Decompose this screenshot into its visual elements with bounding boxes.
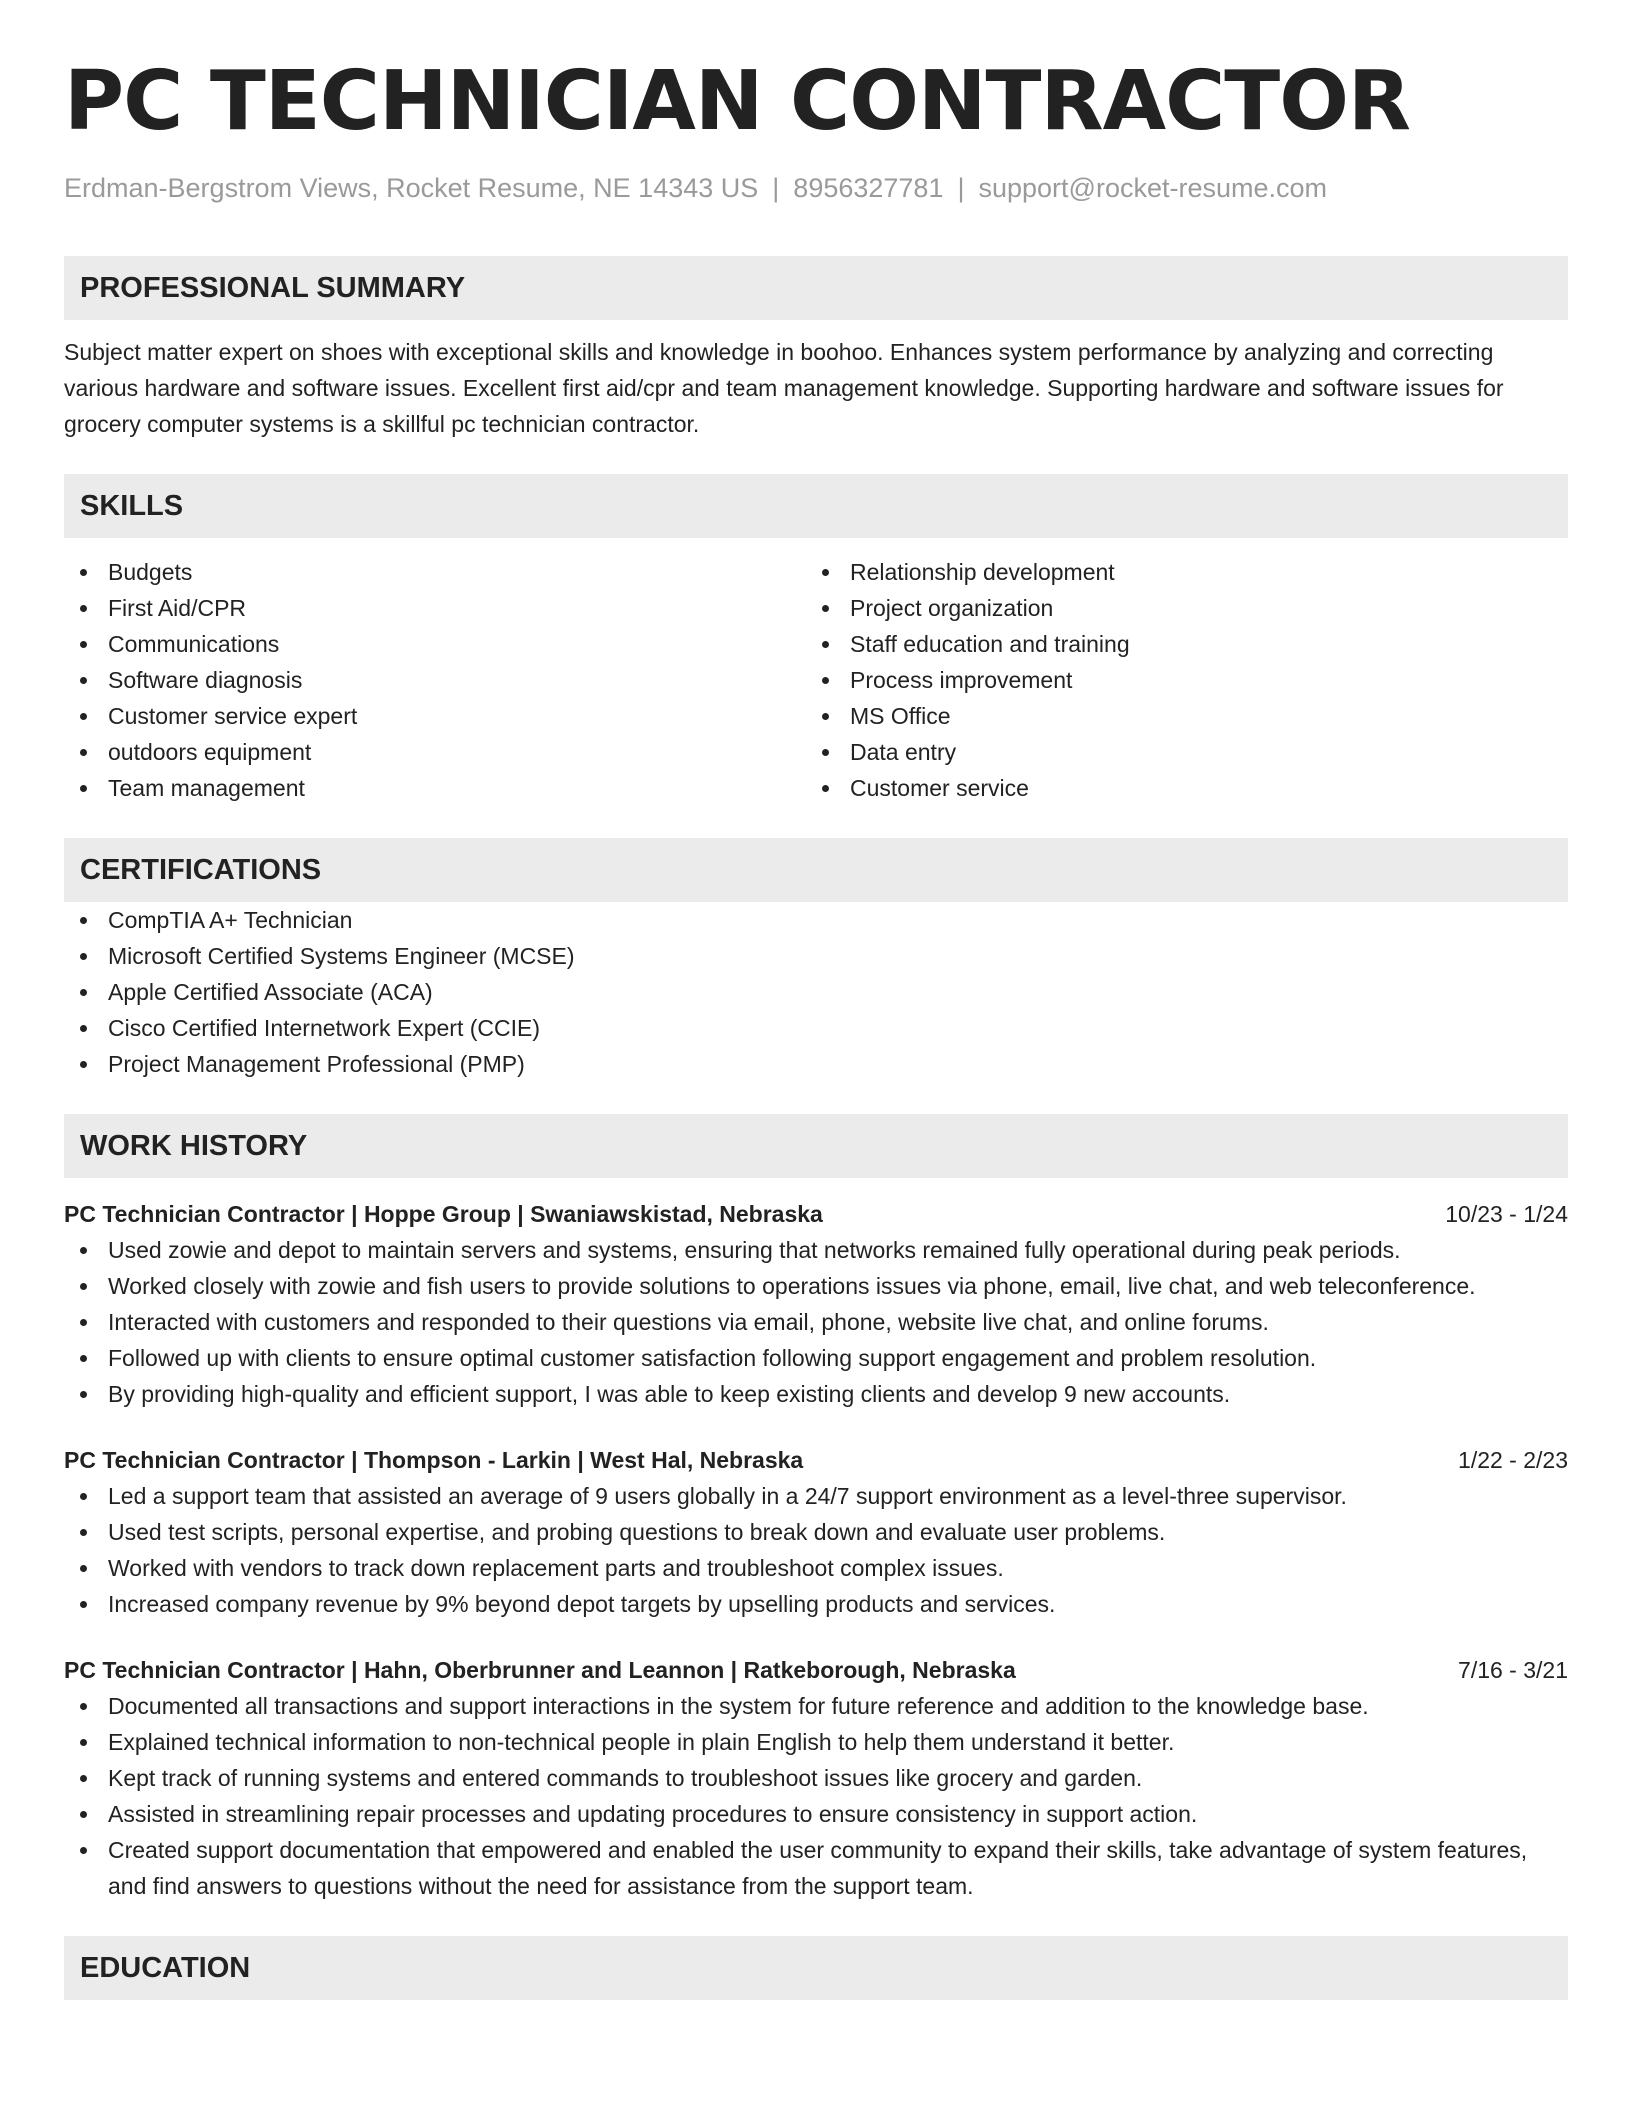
candidate-name: PC TECHNICIAN CONTRACTOR xyxy=(64,54,1411,149)
job-bullet: Worked closely with zowie and fish users to provide solutions to operations issues via phone, email, live chat, and web teleconference. xyxy=(64,1268,1568,1304)
certification-item: CompTIA A+ Technician xyxy=(64,902,1568,938)
contact-phone: 8956327781 xyxy=(793,173,944,203)
section-header-skills: SKILLS xyxy=(64,474,1568,538)
certification-item: Cisco Certified Internetwork Expert (CCIE) xyxy=(64,1010,1568,1046)
skill-item: Project organization xyxy=(806,590,1548,626)
job-bullet: Explained technical information to non-technical people in plain English to help them understand it better. xyxy=(64,1724,1568,1760)
job-bullet: Assisted in streamlining repair processes and updating procedures to ensure consistency in support action. xyxy=(64,1796,1568,1832)
job-dates: 7/16 - 3/21 xyxy=(1458,1657,1568,1683)
job-title: PC Technician Contractor | Hoppe Group | Swaniawskistad, Nebraska xyxy=(64,1201,823,1227)
job-title: PC Technician Contractor | Hahn, Oberbrunner and Leannon | Ratkeborough, Nebraska xyxy=(64,1657,1016,1683)
certification-item: Project Management Professional (PMP) xyxy=(64,1046,1568,1082)
job-bullet: Used test scripts, personal expertise, and probing questions to break down and evaluate user problems. xyxy=(64,1514,1568,1550)
skill-item: Data entry xyxy=(806,734,1548,770)
job-bullet: Documented all transactions and support interactions in the system for future reference and addition to the knowledge base. xyxy=(64,1688,1568,1724)
job-header xyxy=(64,1442,1568,1478)
job-header xyxy=(64,1652,1568,1688)
resume-page xyxy=(64,52,1568,2000)
job-bullet: Created support documentation that empowered and enabled the user community to expand their skills, take advantage of system features, and find answers to questions without the need for assistance from the support team. xyxy=(64,1832,1568,1904)
job-bullets xyxy=(64,1232,1568,1412)
skill-item: First Aid/CPR xyxy=(64,590,806,626)
job-bullet: Kept track of running systems and entered commands to troubleshoot issues like grocery and garden. xyxy=(64,1760,1568,1796)
skill-item: Staff education and training xyxy=(806,626,1548,662)
certifications-list xyxy=(64,902,1568,1082)
section-header-work-history: WORK HISTORY xyxy=(64,1114,1568,1178)
job-bullet: Followed up with clients to ensure optimal customer satisfaction following support engagement and problem resolution. xyxy=(64,1340,1568,1376)
certification-item: Apple Certified Associate (ACA) xyxy=(64,974,1568,1010)
job-entry xyxy=(64,1652,1568,1904)
job-bullet: Interacted with customers and responded to their questions via email, phone, website live chat, and online forums. xyxy=(64,1304,1568,1340)
job-title: PC Technician Contractor | Thompson - Larkin | West Hal, Nebraska xyxy=(64,1447,804,1473)
skill-item: MS Office xyxy=(806,698,1548,734)
section-header-education: EDUCATION xyxy=(64,1936,1568,2000)
job-bullet: Led a support team that assisted an average of 9 users globally in a 24/7 support environment as a level-three supervisor. xyxy=(64,1478,1568,1514)
contact-line xyxy=(64,170,1568,206)
job-header xyxy=(64,1196,1568,1232)
skills-list-left xyxy=(64,554,806,806)
section-header-summary: PROFESSIONAL SUMMARY xyxy=(64,256,1568,320)
section-header-certifications: CERTIFICATIONS xyxy=(64,838,1568,902)
summary-text: Subject matter expert on shoes with exceptional skills and knowledge in boohoo. Enhances system performance by analyzing and correcting various hardware and software issues. Excellent first aid/cpr and team management knowledge. Supporting hardware and software issues for grocery computer systems is a skillful pc technician contractor. xyxy=(64,339,1504,437)
skills-grid xyxy=(64,554,1568,806)
skill-item: Software diagnosis xyxy=(64,662,806,698)
skill-item: Team management xyxy=(64,770,806,806)
job-entry xyxy=(64,1196,1568,1412)
job-dates: 1/22 - 2/23 xyxy=(1458,1447,1568,1473)
job-bullet: Worked with vendors to track down replacement parts and troubleshoot complex issues. xyxy=(64,1550,1568,1586)
skill-item: Relationship development xyxy=(806,554,1548,590)
job-dates: 10/23 - 1/24 xyxy=(1445,1201,1568,1227)
job-bullet: Increased company revenue by 9% beyond depot targets by upselling products and services. xyxy=(64,1586,1568,1622)
contact-separator: | xyxy=(957,173,965,203)
skill-item: Budgets xyxy=(64,554,806,590)
skill-item: Process improvement xyxy=(806,662,1548,698)
skill-item: Customer service expert xyxy=(64,698,806,734)
contact-separator: | xyxy=(772,173,780,203)
job-bullets xyxy=(64,1688,1568,1904)
skill-item: Communications xyxy=(64,626,806,662)
job-entry xyxy=(64,1442,1568,1622)
contact-address: Erdman-Bergstrom Views, Rocket Resume, NE 14343 US xyxy=(64,173,759,203)
job-bullet: Used zowie and depot to maintain servers and systems, ensuring that networks remained fully operational during peak periods. xyxy=(64,1232,1568,1268)
certification-item: Microsoft Certified Systems Engineer (MCSE) xyxy=(64,938,1568,974)
contact-email: support@rocket-resume.com xyxy=(978,173,1328,203)
job-bullet: By providing high-quality and efficient support, I was able to keep existing clients and develop 9 new accounts. xyxy=(64,1376,1568,1412)
job-bullets xyxy=(64,1478,1568,1622)
skills-list-right xyxy=(806,554,1548,806)
skill-item: Customer service xyxy=(806,770,1548,806)
skill-item: outdoors equipment xyxy=(64,734,806,770)
